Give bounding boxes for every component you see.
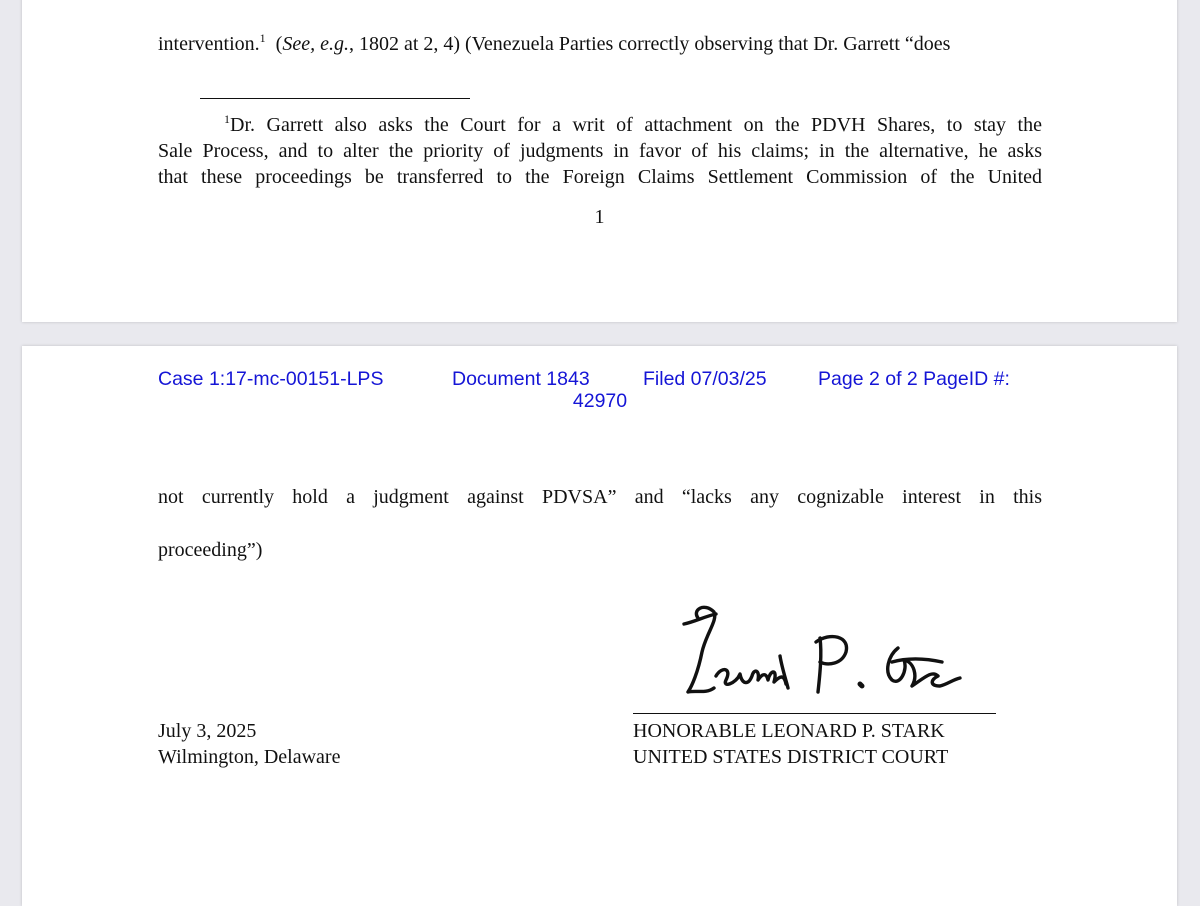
- body-text-line: proceeding”): [158, 539, 263, 561]
- body-word: intervention.: [158, 33, 260, 55]
- page-2: [22, 346, 1177, 906]
- body-text-line: not currently hold a judgment against PDVSA” and “lacks any cognizable interest in this: [158, 486, 1042, 508]
- citation-text: , 1802 at 2, 4) (Venezuela Parties correctly observing that Dr. Garrett “does: [348, 33, 951, 55]
- signing-date: July 3, 2025: [158, 720, 257, 742]
- footnote-line: that these proceedings be transferred to the Foreign Claims Settlement Commission of the United: [158, 166, 1042, 188]
- footnote-marker: 1: [224, 112, 230, 126]
- judge-name: HONORABLE LEONARD P. STARK: [633, 720, 945, 742]
- footnote-separator: [200, 98, 470, 99]
- ecf-header: [158, 368, 1042, 412]
- body-text-line: intervention.$^1$ (See, e.g., 1802 at 2, 4) (Venezuela Parties correctly observing that Dr. Garrett “does: [158, 31, 951, 55]
- signature-graphic: [662, 596, 972, 711]
- signature-line: [633, 713, 996, 714]
- page-1: [22, 0, 1177, 322]
- footnote-line: $^1$Dr. Garrett also asks the Court for a writ of attachment on the PDVH Shares, to stay the: [224, 112, 1042, 136]
- page-id: 42970: [572, 390, 628, 412]
- court-name: UNITED STATES DISTRICT COURT: [633, 746, 949, 768]
- signing-location: Wilmington, Delaware: [158, 746, 341, 768]
- citation-signal: See, e.g.: [282, 33, 349, 55]
- case-number: Case 1:17-mc-00151-LPS: [158, 368, 384, 390]
- footnote-reference: 1: [259, 31, 266, 45]
- page-number: 1: [594, 206, 605, 228]
- cut-off-text-line: [158, 0, 1042, 2]
- date-location-block: [158, 718, 340, 770]
- judge-block: [633, 718, 948, 770]
- footnote-line: Sale Process, and to alter the priority of judgments in favor of his claims; in the alternative, he asks: [158, 140, 1042, 162]
- document-number: Document 1843: [452, 368, 590, 390]
- page-info: Page 2 of 2 PageID #:: [818, 368, 1010, 390]
- filed-date: Filed 07/03/25: [643, 368, 767, 390]
